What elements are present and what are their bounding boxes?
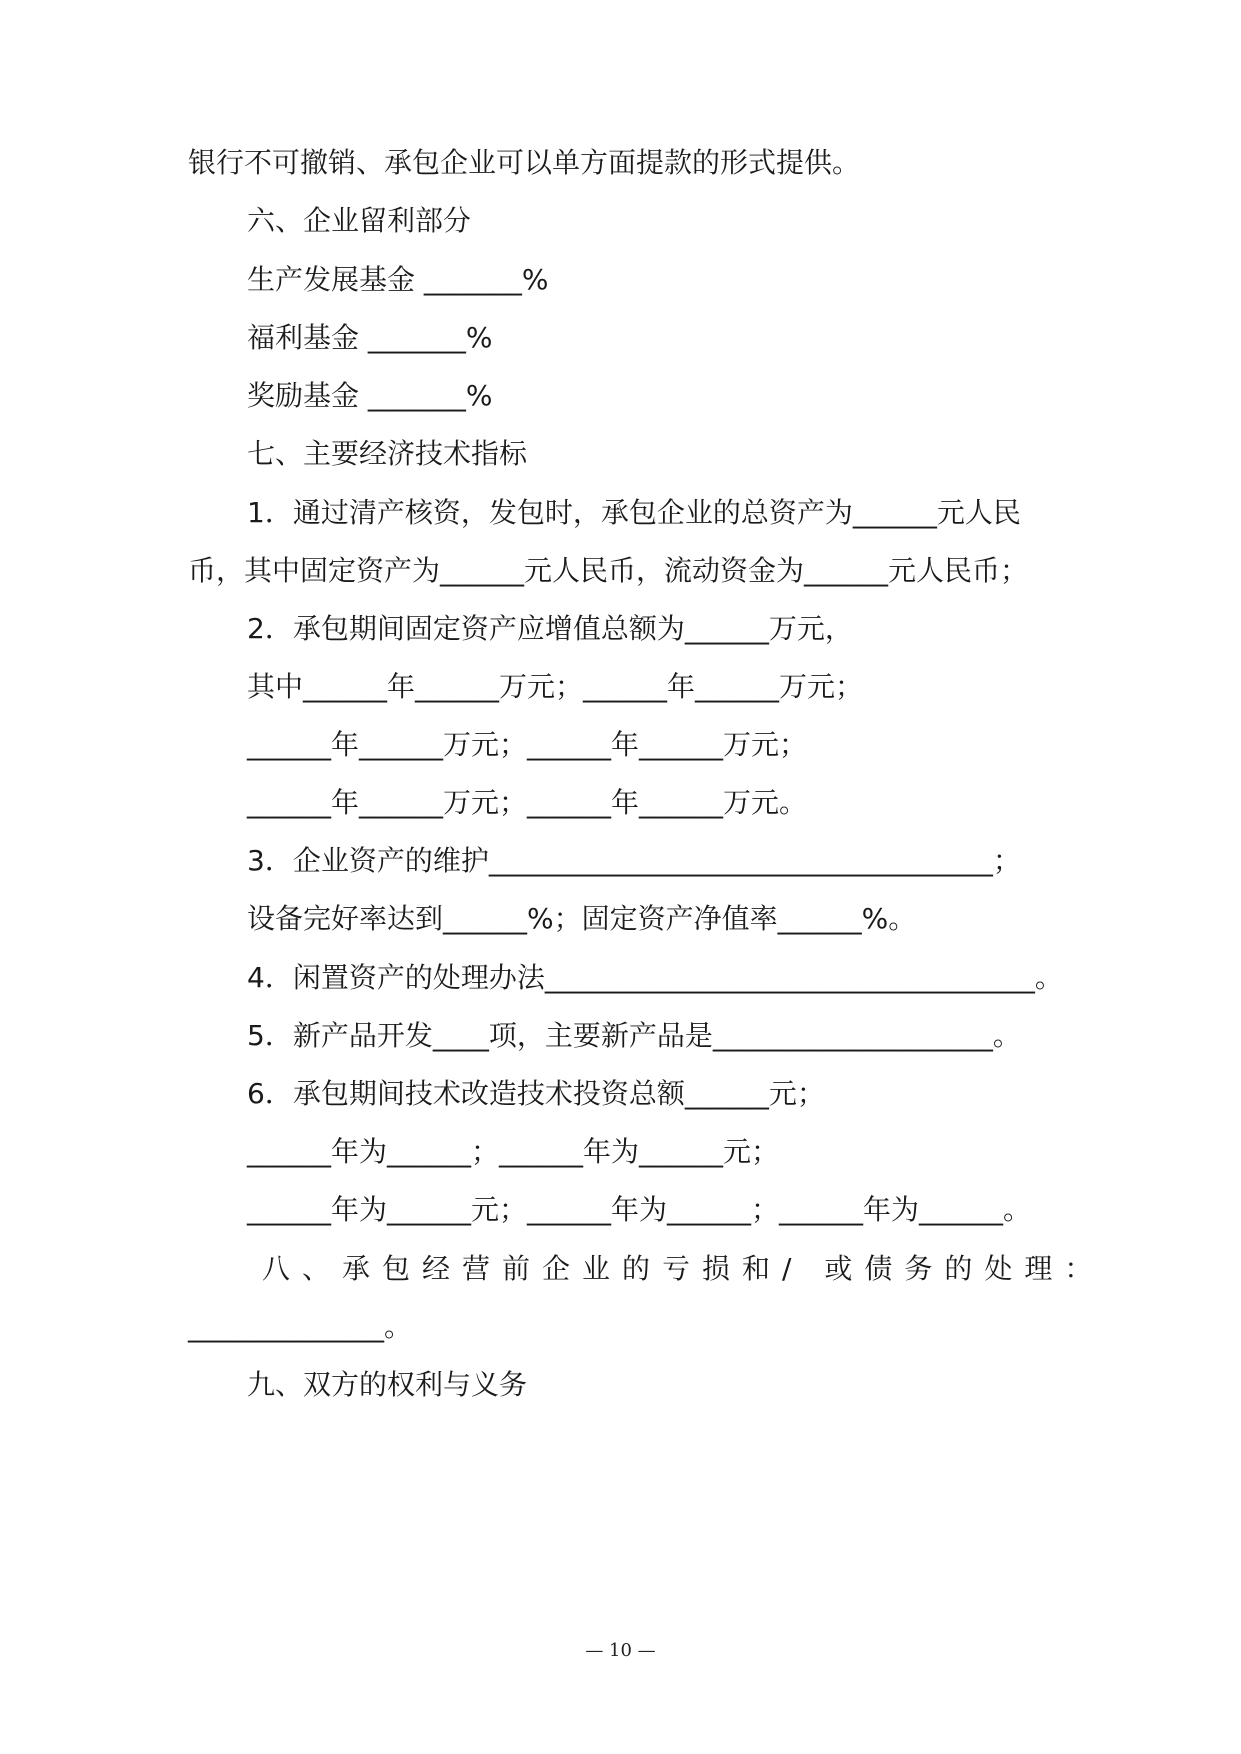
section-heading-7: 七、主要经济技术指标 bbox=[247, 437, 528, 470]
section-heading-9: 九、双方的权利与义务 bbox=[247, 1368, 528, 1401]
text-line-welfare-fund: 福利基金 _______% bbox=[247, 321, 493, 354]
section-heading-8: 八、承包经营前企业的亏损和/ 或债务的处理： bbox=[262, 1252, 1105, 1285]
text-line-item-2: 2．承包期间固定资产应增值总额为______万元， bbox=[247, 612, 853, 645]
text-line-item-2-years-1: 其中______年______万元；______年______万元； bbox=[247, 670, 864, 703]
text-line-reward-fund: 奖励基金 _______% bbox=[247, 379, 493, 412]
text-line-item-2-years-2: ______年______万元；______年______万元； bbox=[247, 728, 808, 761]
text-line-1: 银行不可撤销、承包企业可以单方面提款的形式提供。 bbox=[188, 146, 861, 179]
text-line-item-4: 4．闲置资产的处理办法___________________________________。 bbox=[247, 961, 1063, 994]
text-line-item-1a: 1．通过清产核资，发包时，承包企业的总资产为______元人民 bbox=[247, 496, 1021, 529]
text-line-item-2-years-3: ______年______万元；______年______万元。 bbox=[247, 786, 808, 819]
text-line-item-6-years-2: ______年为______元；______年为______；______年为______。 bbox=[247, 1193, 1032, 1226]
text-line-production-fund: 生产发展基金 _______% bbox=[247, 263, 549, 296]
text-line-item-6-years-1: ______年为______；______年为______元； bbox=[247, 1135, 780, 1168]
section-heading-6: 六、企业留利部分 bbox=[247, 204, 472, 237]
text-line-item-5: 5．新产品开发____项，主要新产品是____________________。 bbox=[247, 1019, 1021, 1052]
text-line-item-6: 6．承包期间技术改造技术投资总额______元； bbox=[247, 1077, 825, 1110]
page-number: — 10 — bbox=[585, 1640, 656, 1661]
text-line-item-3-rates: 设备完好率达到______%；固定资产净值率______%。 bbox=[247, 902, 917, 935]
text-line-item-3: 3．企业资产的维护____________________________________； bbox=[247, 844, 1021, 877]
text-line-section-8-blank: ______________。 bbox=[188, 1310, 413, 1343]
text-line-item-1b: 币，其中固定资产为______元人民币，流动资金为______元人民币； bbox=[188, 554, 1029, 587]
